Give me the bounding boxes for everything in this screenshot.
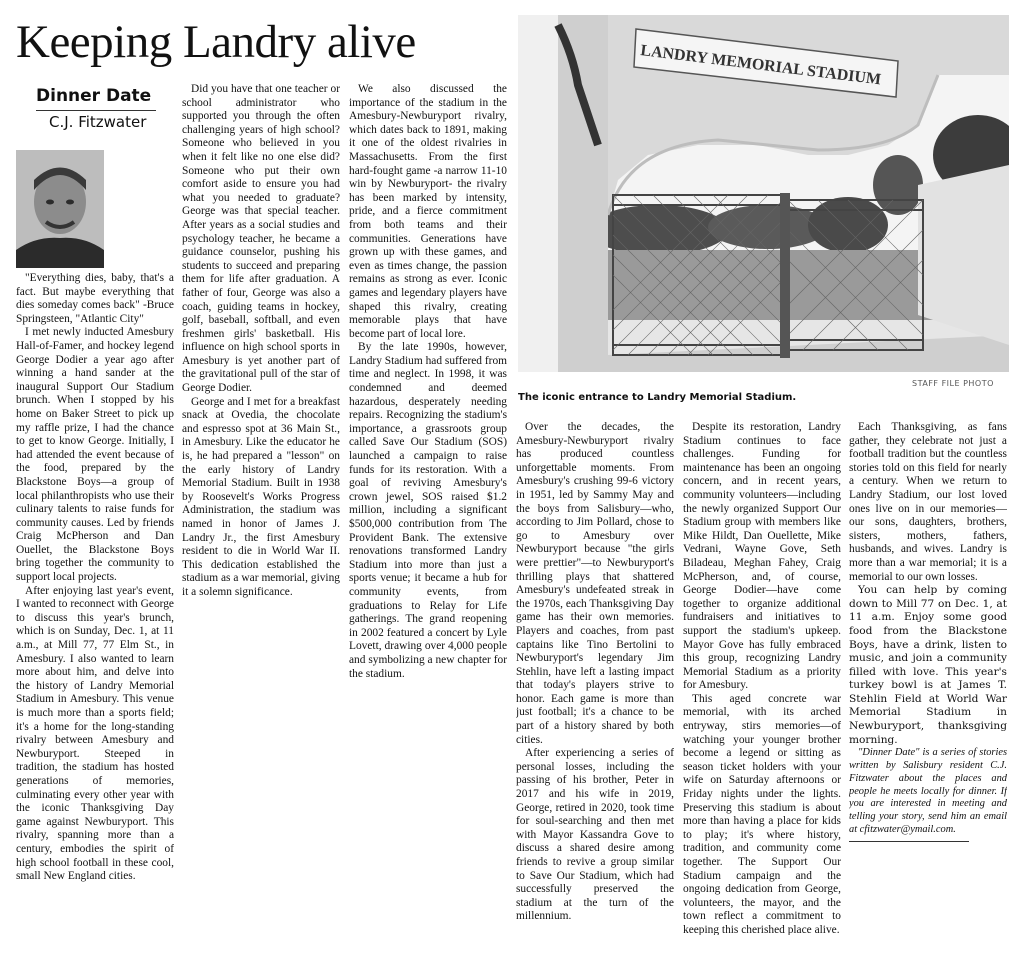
paragraph-2: I met newly inducted Amesbury Hall-of-Famer, and hockey legend George Dodier a year ago after winning a hand sander at the inaugural Support Our Stadium brunch. When I stopped by his home on Baker Street to pick up my raffle prize, I had the chance to get to know George. Initially, I had attended the event because of the food, prepared by the Blackstone Boys—a group of local philanthropists who use their culinary talents to raise funds for community causes. Led by friends Craig McPherson and Dan Ouellet, the Blackstone Boys bring together the community to support local projects. xyxy=(16,326,174,584)
article-column-2 xyxy=(182,83,340,935)
article-column-5 xyxy=(683,421,841,935)
article-column-6 xyxy=(849,421,1007,935)
article-column-4 xyxy=(516,421,674,935)
paragraph-6: We also discussed the importance of the stadium in the Amesbury-Newburyport rivalry, which dates back to 1891, making it one of the oldest rivalries in Massachusetts. From the first hard-fought game -a narrow 11-10 win by Newburyport- the rivalry has been marked by intensity, pride, and a fierce commitment from both teams and their communities. Generations have grown up with these games, and even as times change, the passion remains as strong as ever. Iconic games and legendary players have shaped this rivalry, creating memorable plays that have become part of local lore. xyxy=(349,83,507,340)
byline: C.J. Fitzwater xyxy=(49,113,147,131)
headline: Keeping Landry alive xyxy=(16,16,416,68)
author-headshot xyxy=(16,150,104,268)
paragraph-3: After enjoying last year's event, I wanted to reconnect with George to discuss this year's brunch, which is on Sunday, Dec. 1, at 11 a.m., at Mill 77, 77 Elm St., in Amesbury. I also wanted to learn more about him, and delve into the history of Landry Memorial Stadium in Amesbury. This venue is much more than a sports field; it's a home for the long-standing rivalry between Amesbury and Newburyport. Steeped in tradition, the stadium has hosted generations of memories, culminating every other year with the iconic Thanksgiving Day game against Newburyport. This rivalry, spanning more than a century, embodies the spirit of high school football in these cool, small New England cities. xyxy=(16,584,174,883)
article-column-3 xyxy=(349,83,507,935)
column-name: Dinner Date xyxy=(36,86,152,106)
paragraph-12: Each Thanksgiving, as fans gather, they celebrate not just a football tradition but the countless stories told on this field for nearly a century. When we return to Landry Stadium, our lost loved ones live on in our memories—our sons, daughters, brothers, sisters, mothers, fathers, husbands, and wives. Landry is more than a war memorial; it is a memorial to our own losses. xyxy=(849,421,1007,583)
article-column-1 xyxy=(16,150,174,935)
end-rule xyxy=(849,841,969,842)
photo-credit: STAFF FILE PHOTO xyxy=(912,379,994,388)
stadium-photo xyxy=(518,15,1009,372)
paragraph-9: After experiencing a series of personal losses, including the passing of his brother, Peter in 2017 and his wife in 2019, George, retired in 2020, took time for soul-searching and then met with Mayor Kassandra Gove to discuss a shared desire among friends to revive a group similar to Save Our Stadium, which had successfully preserved the stadium at the turn of the millennium. xyxy=(516,747,674,923)
photo-caption: The iconic entrance to Landry Memorial Stadium. xyxy=(518,392,797,403)
paragraph-4: Did you have that one teacher or school administrator who supported you through the often challenging years of high school? Someone who believed in you when it felt like no one else did? Someone who put their own comfort aside to ensure you had what you needed to graduate? George was that special teacher. After years as a social studies and psychology teacher, he became a guidance counselor, pushing his students to succeed and preparing them for life after graduation. A father of four, George was also a coach, guiding teams in hockey, golf, baseball, softball, and even freshmen girls' basketball. His influence on high school sports in Amesbury is yet another part of the gravitational pull of the star of George Dodier. xyxy=(182,83,340,395)
stadium-sign-text: LANDRY MEMORIAL STADIUM xyxy=(639,42,882,89)
paragraph-13: You can help by coming down to Mill 77 on Dec. 1, at 11 a.m. Enjoy some good food from the Blackstone Boys, have a drink, listen to music, and join a community filled with love. This year's turkey bowl is at James T. Stehlin Field at World War Memorial Stadium in Newburyport, thanksgiving morning. xyxy=(849,584,1007,746)
paragraph-1: "Everything dies, baby, that's a fact. But maybe everything that dies someday comes back" -Bruce Springsteen, "Atlantic City" xyxy=(16,272,174,325)
paragraph-8: Over the decades, the Amesbury-Newburyport rivalry has produced countless unforgettable moments. From Amesbury's crushing 99-6 victory in 1951, led by Sammy May and the boys from Salisbury—who, according to Jim Pollard, chose to go to Amesbury over Newburyport because "the girls were prettier"—to Newburyport's thrilling plays that shattered Amesbury's undefeated streak in the 1970s, each Thanksgiving Day game has their own memories. Players and coaches, from past captains like Tino Bertolini to Newburyport's legendary Jim Stehlin, have left a lasting impact that today's players strive to honor. Each game is more than just football; it's a chance to be part of a history shared by both cities. xyxy=(516,421,674,746)
column-tagline: "Dinner Date" is a series of stories written by Salisbury resident C.J. Fitzwater about the places and people he meets locally for dinner. If you are interested in meeting and telling your story, send him an email at cfitzwater@ymail.com. xyxy=(849,747,1007,836)
paragraph-5: George and I met for a breakfast snack at Ovedia, the chocolate and espresso spot at 36 Main St., in Amesbury. Like the educator he is, he had prepared a "lesson" on the early history of Landry Memorial Stadium. Built in 1938 by Roosevelt's Works Progress Administration, the stadium was named in honor of James J. Landry Jr., the first Amesbury resident to die in World War II. This dedication established the stadium as a war memorial, giving it a solemn significance. xyxy=(182,395,340,598)
paragraph-10: Despite its restoration, Landry Stadium continues to face challenges. Funding for maintenance has been an ongoing concern, and in recent years, community volunteers—including the newly organized Support Our Stadium group with members like Mike Hildt, Dan Ouellette, Mike Vedrani, Wayne Gove, Seth Biladeau, Meghan Fahey, Craig McPherson, and, of course, George Dodier—have come together to organize additional fundraisers and initiatives to support the stadium's upkeep. Mayor Gove has fully embraced this group, recognizing Landry Memorial Stadium as a priority for Amesbury. xyxy=(683,421,841,692)
paragraph-11: This aged concrete war memorial, with its arched entryway, stirs memories—of watching your younger brother become a legend or sitting as season ticket holders with your wife on Saturday afternoons or Friday nights under the lights. Preserving this stadium is about more than having a place for kids to play; it's where history, tradition, and community come together. The Support Our Stadium campaign and the ongoing dedication from George, volunteers, the mayor, and the town reflect a commitment to keeping this cherished place alive. xyxy=(683,692,841,935)
kicker-divider xyxy=(36,110,156,111)
paragraph-7: By the late 1990s, however, Landry Stadium had suffered from time and neglect. In 1998, it was condemned and deemed hazardous, desperately needing repairs. Recognizing the stadium's importance, a grassroots group called Save Our Stadium (SOS) launched a campaign to raise funds for its restoration. With a goal of reviving Amesbury's crown jewel, SOS raised $1.2 million, including a significant $500,000 contribution from The Provident Bank. The extensive renovations transformed Landry Stadium into more than just a sports venue; it became a hub for community events, from graduations to Relay for Life gatherings. The grand reopening in 2002 featured a concert by Lyle Lovett, drawing over 4,000 people and symbolizing a new chapter for the stadium. xyxy=(349,341,507,680)
